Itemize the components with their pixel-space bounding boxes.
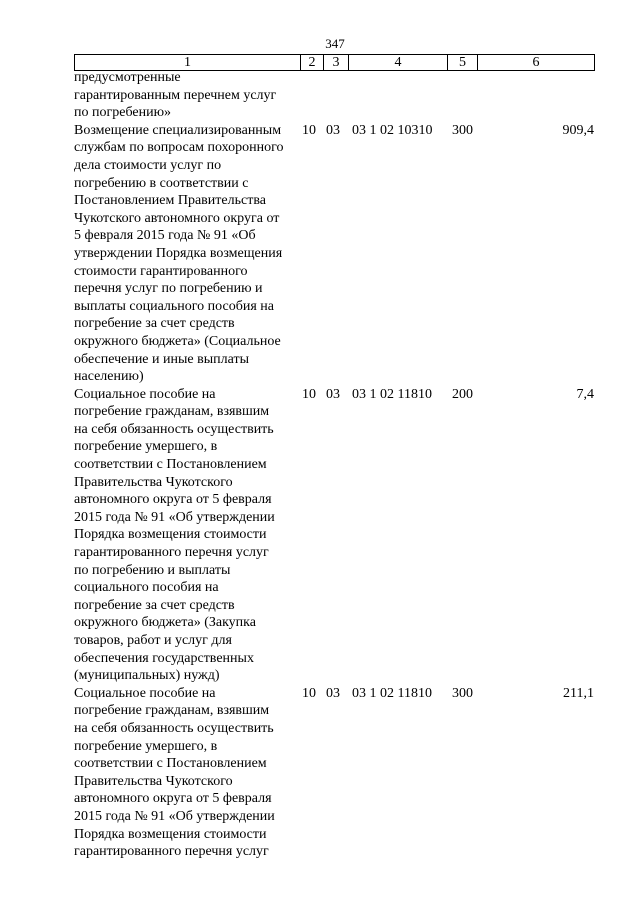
cell-c4: 03 1 02 11810 <box>352 685 432 701</box>
cell-c3: 03 <box>326 122 340 138</box>
description-line: обеспечение и иные выплаты <box>74 351 249 367</box>
description-line: на себя обязанность осуществить <box>74 421 274 437</box>
description-line: дела стоимости услуг по <box>74 157 222 173</box>
description-line: социального пособия на <box>74 580 219 596</box>
description-line: перечня услуг по погребению и <box>74 281 263 297</box>
row-description <box>74 685 300 861</box>
table-row <box>74 69 596 122</box>
description-line: погребение гражданам, взявшим <box>74 404 270 420</box>
row-description <box>74 122 300 386</box>
description-line: Правительства Чукотского <box>74 474 233 490</box>
description-line: по погребению» <box>74 105 172 121</box>
description-line: службам по вопросам похоронного <box>74 140 284 156</box>
description-line: Возмещение специализированным <box>74 122 282 138</box>
header-col-2: 2 <box>301 55 324 71</box>
row-description <box>74 69 300 122</box>
header-col-6: 6 <box>478 55 595 71</box>
table-row <box>74 122 596 386</box>
cell-c3: 03 <box>326 386 340 402</box>
description-line: автономного округа от 5 февраля <box>74 791 272 807</box>
description-line: Постановлением Правительства <box>74 193 266 209</box>
description-line: Правительства Чукотского <box>74 773 233 789</box>
description-line: погребение за счет средств <box>74 597 235 613</box>
cell-c4: 03 1 02 10310 <box>352 122 433 138</box>
description-line: Порядка возмещения стоимости <box>74 527 267 543</box>
cell-c2: 10 <box>302 122 316 138</box>
cell-c5: 200 <box>452 386 473 402</box>
description-line: 2015 года № 91 «Об утверждении <box>74 509 275 525</box>
header-col-5: 5 <box>448 55 478 71</box>
description-line: Социальное пособие на <box>74 386 216 402</box>
cell-c6: 909,4 <box>562 122 594 138</box>
cell-c6: 211,1 <box>563 685 594 701</box>
cell-c6: 7,4 <box>576 386 594 402</box>
description-line: утверждении Порядка возмещения <box>74 245 283 261</box>
description-line: обеспечения государственных <box>74 650 254 666</box>
description-line: Чукотского автономного округа от <box>74 210 280 226</box>
description-line: населению) <box>74 369 144 385</box>
cell-c3: 03 <box>326 685 340 701</box>
description-line: автономного округа от 5 февраля <box>74 492 272 508</box>
cell-c5: 300 <box>452 122 473 138</box>
description-line: Порядка возмещения стоимости <box>74 826 267 842</box>
description-line: погребение гражданам, взявшим <box>74 703 270 719</box>
description-line: окружного бюджета» (Закупка <box>74 615 256 631</box>
cell-c2: 10 <box>302 685 316 701</box>
description-line: товаров, работ и услуг для <box>74 633 232 648</box>
cell-c2: 10 <box>302 386 316 402</box>
description-line: гарантированного перечня услуг <box>74 545 269 561</box>
header-col-1: 1 <box>75 55 301 71</box>
description-line: стоимости гарантированного <box>74 263 248 279</box>
description-line: гарантированным перечнем услуг <box>74 87 277 103</box>
description-line: 5 февраля 2015 года № 91 «Об <box>74 228 256 244</box>
description-line: погребение умершего, в <box>74 439 218 455</box>
header-col-4: 4 <box>349 55 448 71</box>
description-line: на себя обязанность осуществить <box>74 720 274 736</box>
description-line: Социальное пособие на <box>74 685 216 701</box>
row-description <box>74 386 300 685</box>
description-line: (муниципальных) нужд) <box>74 668 220 684</box>
table-body <box>74 69 596 861</box>
description-line: погребение умершего, в <box>74 738 218 754</box>
description-line: гарантированного перечня услуг <box>74 844 269 860</box>
description-line: окружного бюджета» (Социальное <box>74 333 281 349</box>
table-row <box>74 685 596 861</box>
description-line: предусмотренные <box>74 70 181 85</box>
cell-c4: 03 1 02 11810 <box>352 386 432 402</box>
cell-c5: 300 <box>452 685 473 701</box>
header-col-3: 3 <box>324 55 349 71</box>
description-line: соответствии с Постановлением <box>74 457 267 473</box>
description-line: погребению в соответствии с <box>74 175 249 191</box>
page-number: 347 <box>325 36 345 51</box>
description-line: 2015 года № 91 «Об утверждении <box>74 808 275 824</box>
description-line: выплаты социального пособия на <box>74 298 274 314</box>
description-line: погребение за счет средств <box>74 316 235 332</box>
description-line: по погребению и выплаты <box>74 562 231 578</box>
description-line: соответствии с Постановлением <box>74 756 267 772</box>
table-row <box>74 386 596 685</box>
